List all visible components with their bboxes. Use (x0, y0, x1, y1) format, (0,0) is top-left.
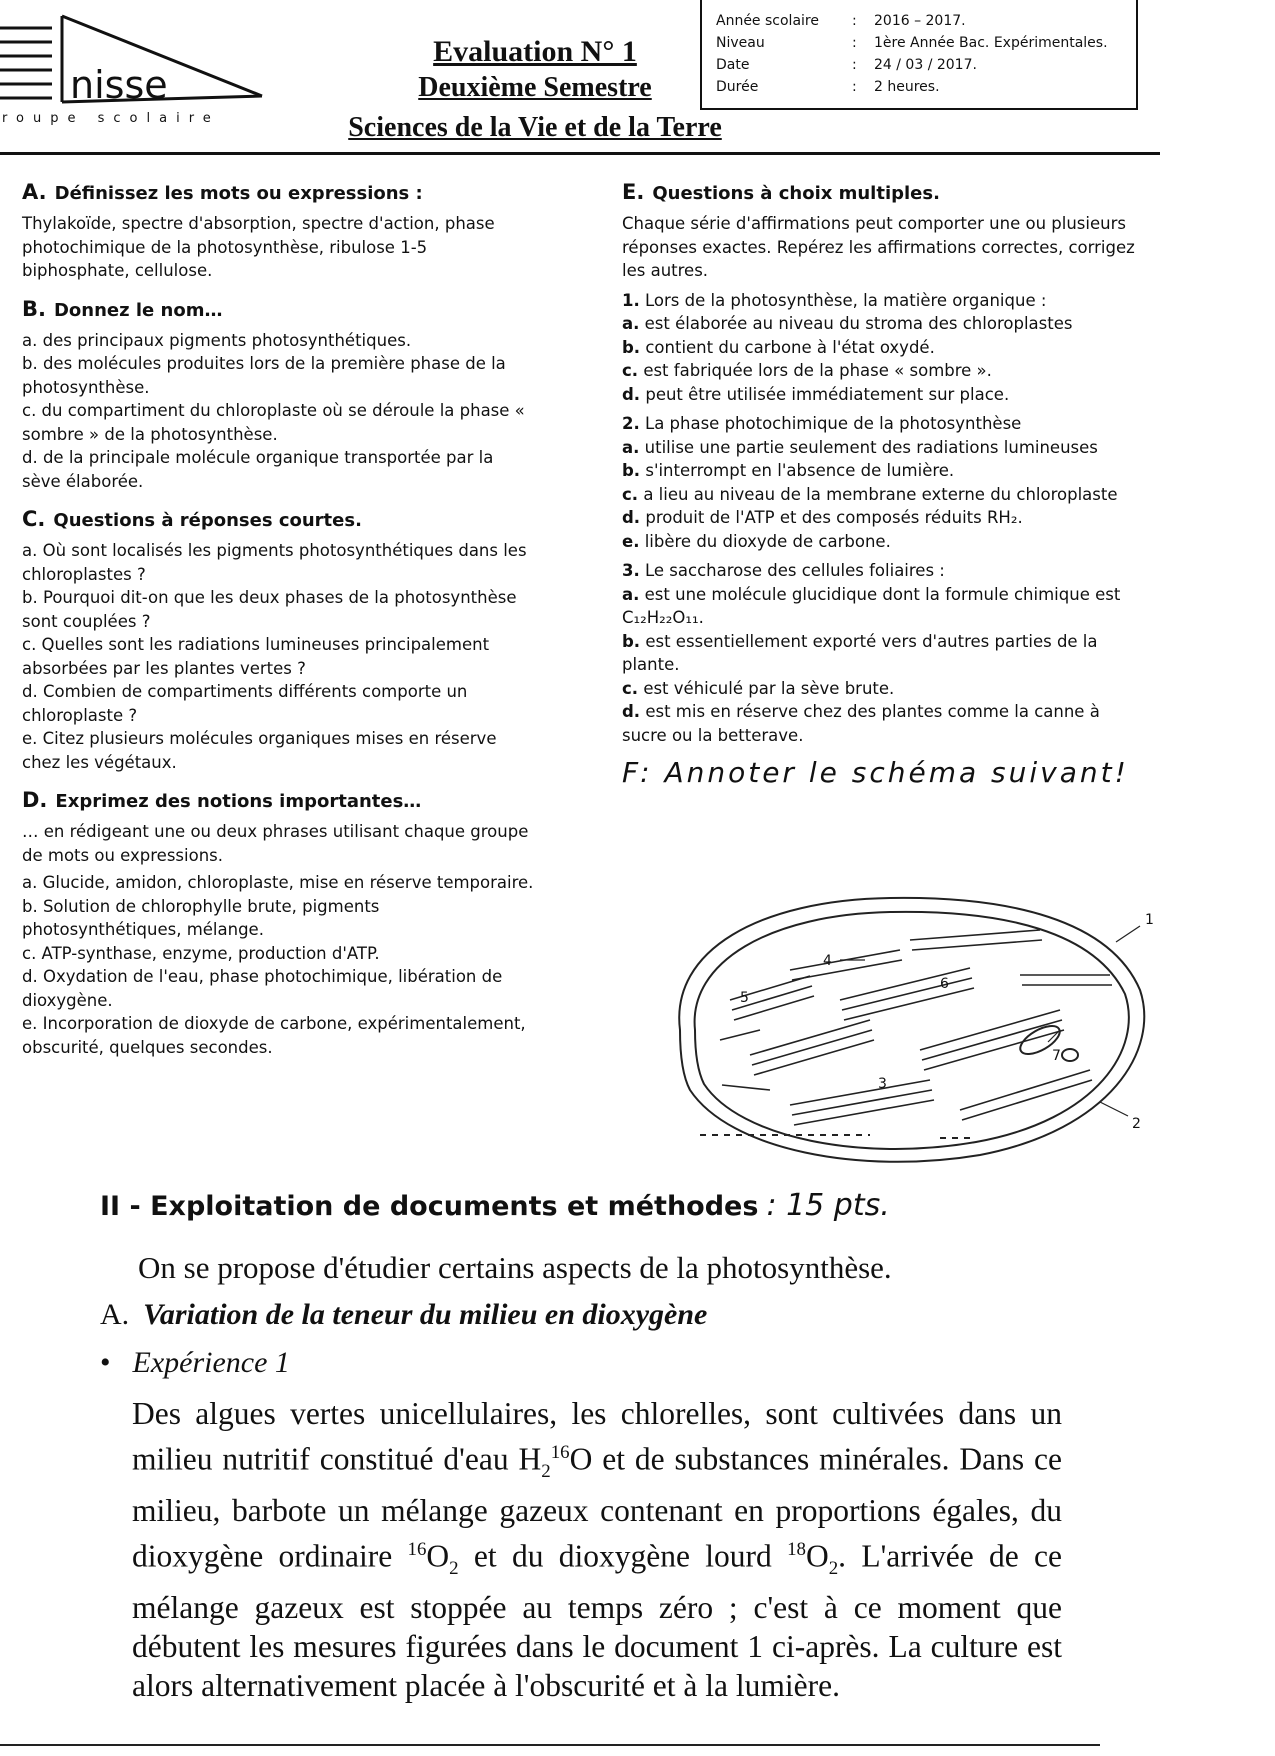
list-item: a. des principaux pigments photosynthétiques. (22, 330, 412, 350)
diagram-label-5: 5 (740, 990, 749, 1006)
section-f-handwritten-instruction: F: Annoter le schéma suivant! (622, 756, 1129, 789)
section-a-text: Thylakoïde, spectre d'absorption, spectre d'action, phase photochimique de la photosynthèse, ribulose 1-5 biphosphate, cellulose. (22, 214, 495, 280)
mcq-option: d. est mis en réserve chez des plantes comme la canne à sucre ou la betterave. (622, 702, 1100, 745)
list-item: e. Incorporation de dioxyde de carbone, expérimentalement, obscurité, quelques secondes. (22, 1014, 526, 1057)
list-item: d. Combien de compartiments différents comporte un chloroplaste ? (22, 682, 468, 725)
mcq-2: 2. La phase photochimique de la photosynthèse a. utilise une partie seulement des radiations lumineuses b. s'interrompt en l'absence de lumière. c. a lieu au niveau de la membrane externe du chloroplaste d. produit de l'ATP et des composés réduits RH₂. e. libère du dioxyde de carbone. (622, 412, 1142, 553)
mcq-option: e. libère du dioxyde de carbone. (622, 531, 891, 551)
exam-info-box (700, 0, 1138, 110)
left-column (22, 180, 534, 1073)
mcq-option: d. peut être utilisée immédiatement sur place. (622, 384, 1010, 404)
evaluation-title: Evaluation N° 1 (433, 35, 637, 68)
section-a-title: Définissez les mots ou expressions : (54, 183, 423, 204)
list-item: a. Glucide, amidon, chloroplaste, mise en réserve temporaire. (22, 873, 534, 892)
bullet-icon: • (100, 1346, 111, 1379)
mcq-1: 1. Lors de la photosynthèse, la matière organique : a. est élaborée au niveau du stroma des chloroplastes b. contient du carbone à l'état oxydé. c. est fabriquée lors de la phase « sombre ». d. peut être utilisée immédiatement sur place. (622, 289, 1142, 407)
mcq-option: c. est fabriquée lors de la phase « sombre ». (622, 361, 992, 380)
mcq-option: c. a lieu au niveau de la membrane externe du chloroplaste (622, 484, 1118, 504)
list-item: d. de la principale molécule organique transportée par la sève élaborée. (22, 448, 494, 491)
section-e-title: Questions à choix multiples. (652, 183, 940, 204)
section-c: C. Questions à réponses courtes. a. Où sont localisés les pigments photosynthétiques dans les chloroplastes ? b. Pourquoi dit-on que les deux phases de la photosynthèse sont couplées ? c. Quelles sont les radiations lumineuses principalement absorbées par les plantes vertes ? d. Combien de compartiments différents comporte un chloroplaste ? e. Citez plusieurs molécules organiques mises en réserve chez les végétaux. (22, 507, 534, 774)
part2-title: II - Exploitation de documents et méthodes : 15 pts. (100, 1188, 890, 1223)
list-item: b. des molécules produites lors de la première phase de la photosynthèse. (22, 354, 506, 397)
list-item: b. Pourquoi dit-on que les deux phases de la photosynthèse sont couplées ? (22, 588, 517, 631)
mcq-3: 3. Le saccharose des cellules foliaires : a. est une molécule glucidique dont la formule chimique est C₁₂H₂₂O₁₁. b. est essentiellement exporté vers d'autres parties de la plante. c. est véhiculé par la sève brute. d. est mis en réserve chez des plantes comme la canne à sucre ou la betterave. (622, 559, 1142, 747)
info-row: Durée : 2 heures. (716, 79, 940, 95)
diagram-label-6: 6 (940, 976, 949, 992)
mcq-option: d. produit de l'ATP et des composés réduits RH₂. (622, 508, 1023, 527)
subject-title: Sciences de la Vie et de la Terre (348, 112, 722, 143)
info-row: Date : 24 / 03 / 2017. (716, 57, 977, 73)
mcq-option: c. est véhiculé par la sève brute. (622, 678, 895, 698)
list-item: b. Solution de chlorophylle brute, pigments photosynthétiques, mélange. (22, 896, 380, 939)
chloroplast-diagram (640, 880, 1180, 1180)
section-e-intro: Chaque série d'affirmations peut comporter une ou plusieurs réponses exactes. Repérez les affirmations correctes, corrigez les autres. (622, 214, 1135, 280)
section-a: A. Définissez les mots ou expressions : Thylakoïde, spectre d'absorption, spectre d'action, phase photochimique de la photosynthèse, ribulose 1-5 biphosphate, cellulose. (22, 180, 534, 283)
mcq-option: a. est élaborée au niveau du stroma des chloroplastes (622, 314, 1073, 333)
part2-points: : 15 pts. (766, 1188, 890, 1223)
mcq-stem: Lors de la photosynthèse, la matière organique : (645, 290, 1047, 310)
mcq-option: b. s'interrompt en l'absence de lumière. (622, 461, 955, 480)
list-item: d. Oxydation de l'eau, phase photochimique, libération de dioxygène. (22, 967, 503, 1010)
right-column (622, 180, 1142, 789)
experience-description: Des algues vertes unicellulaires, les chlorelles, sont cultivées dans un milieu nutritif constitué d'eau $H_2^{16}O$ et de substances minérales. Dans ce milieu, barbote un mélange gazeux contenant en proportions égales, du dioxygène ordinaire $^{16}O_2$ et du dioxygène lourd $^{18}O_2$. L'arrivée de ce mélange gazeux est stoppée au temps zéro ; c'est à ce moment que débutent les mesures figurées dans le document 1 ci-après. La culture est alors alternativement placée à l'obscurité et à la lumière. (132, 1396, 1062, 1703)
footer-divider (0, 1744, 1100, 1746)
header-divider (0, 152, 1160, 155)
diagram-label-7: 7 (1052, 1048, 1061, 1064)
info-row: Année scolaire : 2016 – 2017. (716, 13, 966, 29)
section-e: E. Questions à choix multiples. Chaque série d'affirmations peut comporter une ou plusieurs réponses exactes. Repérez les affirmations correctes, corrigez les autres. 1. Lors de la photosynthèse, la matière organique : a. est élaborée au niveau du stroma des chloroplastes b. contient du carbone à l'état oxydé. c. est fabriquée lors de la phase « sombre ». d. peut être utilisée immédiatement sur place. 2. La phase photochimique de la photosynthèse a. utilise une partie seulement des radiations lumineuses b. s'interrompt en l'absence de lumière. c. a lieu au niveau de la membrane externe du chloroplaste d. produit de l'ATP et des composés réduits RH₂. e. libère du dioxyde de carbone. 3. Le saccharose des cellules foliaires : a. est une molécule glucidique dont la formule chimique est C₁₂H₂₂O₁₁. b. est essentiellement exporté vers d'autres parties de la plante. c. est véhiculé par la sève brute. d. est mis en réserve chez des plantes comme la canne à sucre ou la betterave. (622, 180, 1142, 747)
list-item: c. ATP-synthase, enzyme, production d'ATP. (22, 943, 380, 963)
part2-section-a-heading: A. Variation de la teneur du milieu en dioxygène (100, 1298, 708, 1331)
logo-text: nisse (70, 63, 168, 107)
part2-intro: On se propose d'étudier certains aspects de la photosynthèse. (138, 1250, 892, 1285)
list-item: a. Où sont localisés les pigments photosynthétiques dans les chloroplastes ? (22, 541, 527, 584)
starch-grain (1062, 1049, 1078, 1061)
section-b: B. Donnez le nom… a. des principaux pigments photosynthétiques. b. des molécules produites lors de la première phase de la photosynthèse. c. du compartiment du chloroplaste où se déroule la phase « sombre » de la photosynthèse. d. de la principale molécule organique transportée par la sève élaborée. (22, 297, 534, 494)
mcq-option: a. utilise une partie seulement des radiations lumineuses (622, 437, 1098, 457)
mcq-option: b. est essentiellement exporté vers d'autres parties de la plante. (622, 631, 1098, 674)
list-item: c. du compartiment du chloroplaste où se déroule la phase « sombre » de la photosynthèse. (22, 401, 525, 444)
logo-subtitle: roupe scolaire (2, 111, 220, 126)
list-item: e. Citez plusieurs molécules organiques mises en réserve chez les végétaux. (22, 729, 497, 772)
semester-title: Deuxième Semestre (418, 72, 652, 103)
thylakoid-stacks (720, 930, 1112, 1125)
info-row: Niveau : 1ère Année Bac. Expérimentales. (716, 35, 1108, 51)
section-d-intro: … en rédigeant une ou deux phrases utilisant chaque groupe de mots ou expressions. (22, 822, 529, 865)
mcq-stem: Le saccharose des cellules foliaires : (645, 561, 945, 580)
section-d-title: Exprimez des notions importantes… (55, 791, 422, 812)
mcq-option: a. est une molécule glucidique dont la formule chimique est C₁₂H₂₂O₁₁. (622, 584, 1121, 627)
section-d: D. Exprimez des notions importantes… … en rédigeant une ou deux phrases utilisant chaque groupe de mots ou expressions. a. Glucide, amidon, chloroplaste, mise en réserve temporaire. b. Solution de chlorophylle brute, pigments photosynthétiques, mélange. c. ATP-synthase, enzyme, production d'ATP. d. Oxydation de l'eau, phase photochimique, libération de dioxygène. e. Incorporation de dioxyde de carbone, expérimentalement, obscurité, quelques secondes. (22, 788, 534, 1059)
section-c-title: Questions à réponses courtes. (53, 510, 362, 531)
mcq-option: b. contient du carbone à l'état oxydé. (622, 337, 935, 357)
experience-heading: • Expérience 1 (100, 1346, 290, 1379)
mcq-stem: La phase photochimique de la photosynthèse (645, 414, 1022, 433)
diagram-label-4: 4 (823, 953, 832, 969)
school-logo (0, 10, 270, 130)
diagram-label-1: 1 (1145, 912, 1154, 928)
section-b-title: Donnez le nom… (53, 299, 223, 321)
diagram-label-2: 2 (1132, 1116, 1141, 1132)
list-item: c. Quelles sont les radiations lumineuses principalement absorbées par les plantes vertes ? (22, 635, 490, 678)
outer-membrane (679, 898, 1144, 1162)
diagram-label-3: 3 (878, 1076, 887, 1092)
